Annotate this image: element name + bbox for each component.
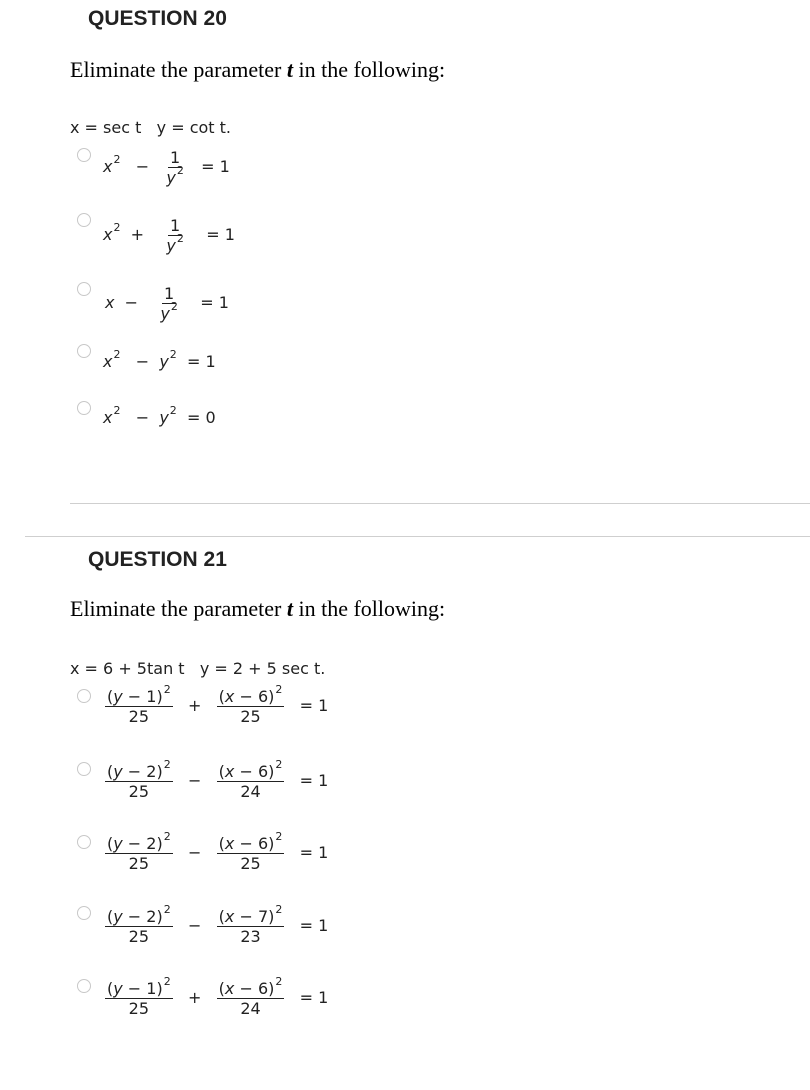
q20-option-1-formula: $x^2$ − $\frac{1}{y^2}$ = 1 bbox=[103, 148, 230, 187]
q20-option-5-radio[interactable] bbox=[77, 401, 91, 415]
prompt-text-end: in the following: bbox=[292, 596, 446, 621]
prompt-text: Eliminate the parameter bbox=[70, 596, 287, 621]
q21-option-4-radio[interactable] bbox=[77, 906, 91, 920]
q21-option-4-formula: $\frac{(y - 2)^2}{25}$ − $\frac{(x - 7)^2}{23}$ = 1 bbox=[107, 903, 329, 946]
parameter-symbol: t bbox=[286, 596, 293, 621]
question-20-given-equations: x = sec t y = cot t. bbox=[70, 118, 231, 137]
q20-option-4-formula: $x^2 - y^2 = 1$ bbox=[103, 348, 216, 371]
question-21-prompt bbox=[70, 596, 445, 622]
question-separator bbox=[25, 536, 810, 537]
question-21-heading: QUESTION 21 bbox=[88, 548, 227, 571]
q20-option-3-radio[interactable] bbox=[77, 282, 91, 296]
q21-option-2-formula: $\frac{(y - 2)^2}{25}$ − $\frac{(x - 6)^2}{24}$ = 1 bbox=[107, 758, 329, 801]
q21-option-3-formula: $\frac{(y - 2)^2}{25}$ − $\frac{(x - 6)^2}{25}$ = 1 bbox=[107, 830, 329, 873]
prompt-text: Eliminate the parameter bbox=[70, 57, 287, 82]
question-21-given-equations: x = 6 + 5tan t y = 2 + 5 sec t. bbox=[70, 659, 326, 678]
q21-option-1-radio[interactable] bbox=[77, 689, 91, 703]
q20-option-4-radio[interactable] bbox=[77, 344, 91, 358]
q20-option-2-formula: $x^2$ + $\frac{1}{y^2}$ = 1 bbox=[103, 216, 235, 255]
q20-option-5-formula: $x^2 - y^2 = 0$ bbox=[103, 404, 216, 427]
prompt-text-end: in the following: bbox=[292, 57, 446, 82]
q21-option-5-radio[interactable] bbox=[77, 979, 91, 993]
q21-option-2-radio[interactable] bbox=[77, 762, 91, 776]
parameter-symbol: t bbox=[286, 57, 293, 82]
q20-option-1-radio[interactable] bbox=[77, 148, 91, 162]
q21-option-5-formula: $\frac{(y - 1)^2}{25}$ + $\frac{(x - 6)^2}{24}$ = 1 bbox=[107, 975, 329, 1018]
q21-option-1-formula: $\frac{(y - 1)^2}{25}$ + $\frac{(x - 6)^2}{25}$ = 1 bbox=[107, 683, 329, 726]
q20-option-3-formula: x − $\frac{1}{y^2}$ = 1 bbox=[105, 284, 229, 323]
q21-option-3-radio[interactable] bbox=[77, 835, 91, 849]
question-20-prompt bbox=[70, 57, 445, 83]
question-20-heading: QUESTION 20 bbox=[88, 7, 227, 30]
inner-divider bbox=[70, 503, 810, 504]
q20-option-2-radio[interactable] bbox=[77, 213, 91, 227]
